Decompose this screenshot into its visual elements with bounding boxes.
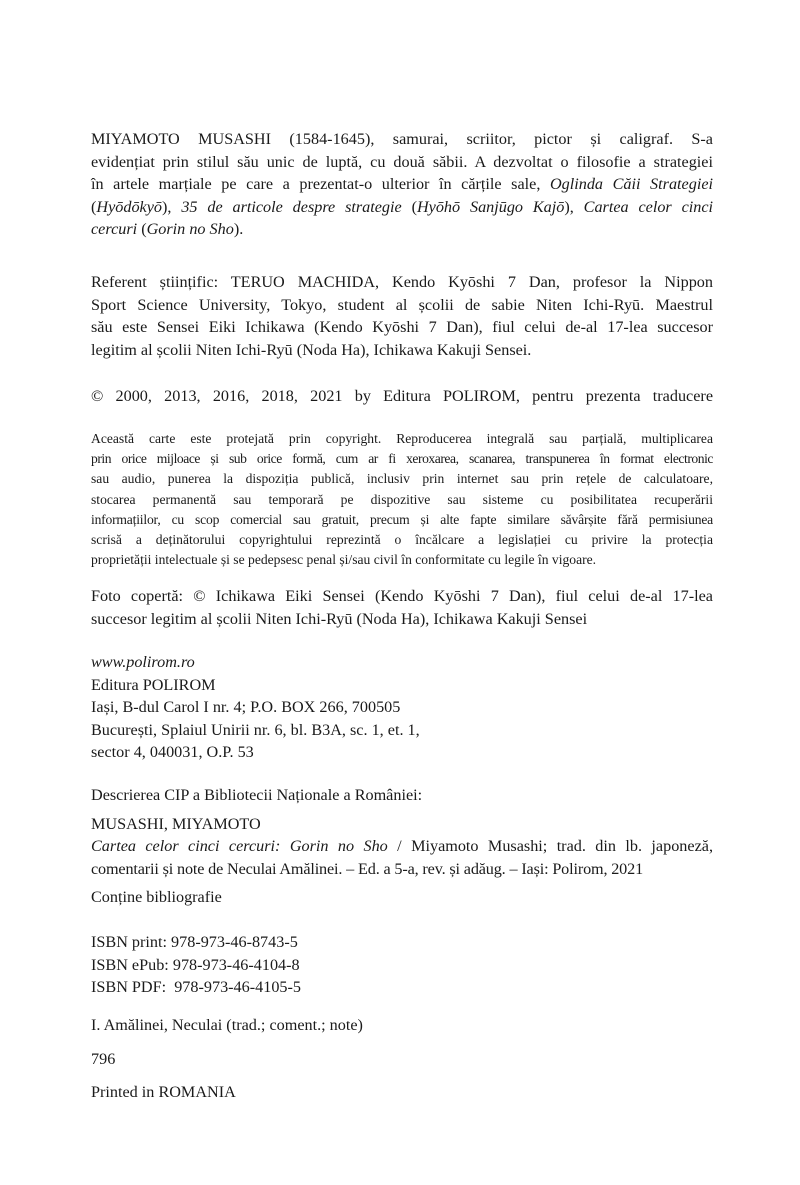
legal-line: proprietății intelectuale și se pedepsesc penal și/sau civil în conformitate cu legile în vigoare. bbox=[91, 552, 597, 568]
cip-title-italic: Cartea celor cinci cercuri: Gorin no Sho bbox=[91, 837, 388, 855]
bio-line-3 bbox=[91, 173, 713, 196]
book-title-italic: Gorin no Sho bbox=[146, 220, 234, 238]
bio-line-4 bbox=[91, 196, 713, 219]
cover-credit-line: Foto copertă: © Ichikawa Eiki Sensei (Kendo Kyōshi 7 Dan), fiul celui de-al 17-lea bbox=[91, 587, 713, 605]
book-title-italic: 35 de articole despre strategie bbox=[181, 197, 402, 216]
publisher-line: Iași, B-dul Carol I nr. 4; P.O. BOX 266, 700505 bbox=[91, 698, 401, 716]
legal-line: sau audio, punerea la dispoziția publică, inclusiv prin internet sau prin rețele de calculatoare, bbox=[91, 471, 713, 487]
cip-title-line bbox=[91, 835, 713, 858]
printed-in-text: Printed in ROMANIA bbox=[91, 1083, 236, 1101]
bio-text: evidențiat prin stilul său unic de luptă, cu două săbii. A dezvoltat o filosofie a strategiei bbox=[91, 152, 713, 171]
bio-line-5 bbox=[91, 218, 713, 241]
cip-description bbox=[91, 784, 713, 909]
cover-photo-credit bbox=[91, 585, 713, 630]
bio-text: ), bbox=[162, 197, 182, 216]
isbn-list bbox=[91, 931, 713, 999]
bio-text: ), bbox=[564, 197, 584, 216]
cip-title-line-2: comentarii și note de Neculai Amălinei. – Ed. a 5-a, rev. și adăug. – Iași: Polirom, 2021 bbox=[91, 859, 644, 878]
bio-text: ( bbox=[401, 197, 417, 216]
referent-line: Sport Science University, Tokyo, student al școlii de sabie Niten Ichi-Ryū. Maestrul bbox=[91, 295, 713, 314]
referent-line: Referent științific: TERUO MACHIDA, Kendo Kyōshi 7 Dan, profesor la Nippon bbox=[91, 273, 713, 291]
index-entry-text: I. Amălinei, Neculai (trad.; coment.; note) bbox=[91, 1016, 363, 1034]
publisher-line: sector 4, 040031, O.P. 53 bbox=[91, 743, 254, 761]
legal-line: prin orice mijloace și sub orice formă, cum ar fi xeroxarea, scanarea, transpunerea în format electronic bbox=[91, 451, 713, 467]
isbn-print: ISBN print: 978-973-46-8743-5 bbox=[91, 933, 298, 951]
publisher-website-link[interactable]: www.polirom.ro bbox=[91, 653, 195, 671]
scientific-referent bbox=[91, 271, 713, 361]
cip-heading: Descrierea CIP a Bibliotecii Naționale a României: bbox=[91, 786, 423, 804]
classification-number bbox=[91, 1048, 713, 1071]
cip-author: MUSASHI, MIYAMOTO bbox=[91, 814, 261, 833]
legal-line: Această carte este protejată prin copyright. Reproducerea integrală sau parțială, multiplicarea bbox=[91, 431, 713, 446]
book-title-italic: cercuri bbox=[91, 220, 138, 238]
referent-line: legitim al școlii Niten Ichi-Ryū (Noda Ha), Ichikawa Kakuji Sensei. bbox=[91, 340, 532, 359]
publisher-info bbox=[91, 651, 713, 764]
classification-text: 796 bbox=[91, 1050, 116, 1068]
bio-text: ). bbox=[233, 220, 244, 238]
referent-line: său este Sensei Eiki Ichikawa (Kendo Kyōshi 7 Dan), fiul celui de-al 17-lea succesor bbox=[91, 318, 713, 336]
bio-line-2 bbox=[91, 151, 713, 174]
publisher-line: București, Splaiul Unirii nr. 6, bl. B3A, sc. 1, et. 1, bbox=[91, 720, 420, 739]
book-title-italic: Cartea celor cinci bbox=[583, 197, 714, 216]
cip-bibliography: Conține bibliografie bbox=[91, 888, 222, 906]
copyright-text: © 2000, 2013, 2016, 2018, 2021 by Editura POLIROM, pentru prezenta traducere bbox=[91, 387, 713, 405]
book-title-italic: Oglinda Căii Strategiei bbox=[549, 175, 714, 193]
publisher-line: Editura POLIROM bbox=[91, 675, 216, 694]
bio-text: în artele marțiale pe care a prezentat-o ulterior în cărțile sale, bbox=[91, 175, 550, 193]
book-title-italic: Hyōdōkyō bbox=[96, 197, 163, 216]
legal-line: informațiilor, cu scop comercial sau gratuit, precum și alte fapte similare săvârșite fără permisiunea bbox=[91, 511, 713, 527]
author-bio bbox=[91, 128, 713, 241]
book-title-italic: Hyōhō Sanjūgo Kajō bbox=[416, 197, 565, 216]
bio-text: ( bbox=[91, 197, 97, 216]
cover-credit-line: succesor legitim al școlii Niten Ichi-Ryū (Noda Ha), Ichikawa Kakuji Sensei bbox=[91, 609, 588, 628]
bio-text: ( bbox=[137, 220, 147, 238]
legal-line: stocarea permanentă sau temporară pe dispozitive sau sisteme cu posibilitatea recuperării bbox=[91, 491, 713, 507]
cip-title-rest: / Miyamoto Musashi; trad. din lb. japoneză, bbox=[387, 837, 713, 855]
index-entry bbox=[91, 1014, 713, 1037]
bio-line-1 bbox=[91, 128, 713, 151]
printed-in bbox=[91, 1081, 713, 1104]
legal-line: scrisă a deținătorului copyrightului reprezintă o încălcare a legislației cu privire la protecția bbox=[91, 532, 713, 548]
isbn-pdf: ISBN PDF: 978-973-46-4105-5 bbox=[91, 978, 301, 996]
legal-notice bbox=[91, 429, 713, 570]
isbn-epub: ISBN ePub: 978-973-46-4104-8 bbox=[91, 955, 300, 974]
copyright-line bbox=[91, 385, 713, 408]
bio-text: MIYAMOTO MUSASHI (1584-1645), samurai, scriitor, pictor și caligraf. S-a bbox=[91, 130, 713, 148]
